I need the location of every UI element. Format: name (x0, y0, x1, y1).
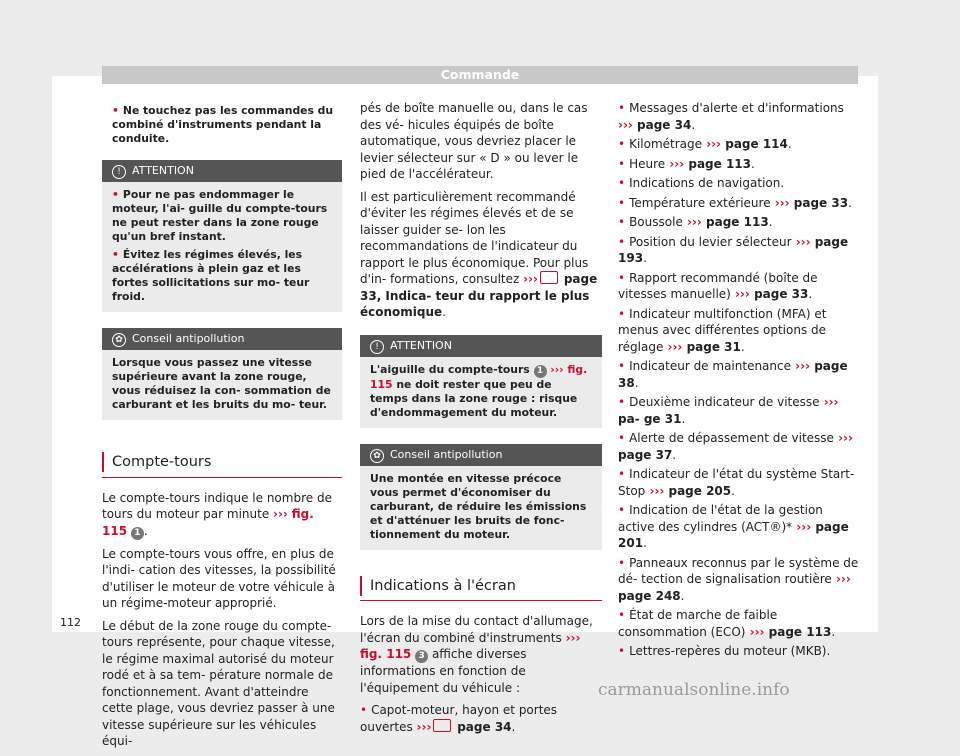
eco-body: Une montée en vitesse précoce vous permet d'économiser du carburant, de réduire les émissions et d'atténuer les bruits de fonc- tionnement du moteur. (370, 471, 587, 541)
info-icon: ! (112, 165, 126, 179)
list-item: • État de marche de faible consommation (ECO) ››› page 113. (618, 607, 860, 640)
list-item: • Température extérieure ››› page 33. (618, 195, 860, 212)
eco-box-2 (360, 444, 602, 550)
book-icon (540, 271, 558, 284)
list-item: • Indicateur de l'état du système Start-Stop ››› page 205. (618, 466, 860, 499)
paragraph: Lors de la mise du contact d'allumage, l'écran du combiné d'instruments ››› fig. 115 3 affiche diverses informations en fonction de l'équipement du véhicule : (360, 614, 593, 695)
callout-number: 3 (415, 650, 428, 663)
list-item: • Indication de l'état de la gestion active des cylindres (ACT®)* ››› page 201. (618, 502, 860, 552)
paragraph: pés de boîte manuelle ou, dans le cas des vé- hicules équipés de boîte automatique, vous devriez placer le levier sélecteur sur « D » ou lever le pied de l'accélérateur. (360, 101, 588, 181)
eco-header: ✿ Conseil antipollution (102, 328, 342, 350)
list-item: • Alerte de dépassement de vitesse ››› page 37. (618, 430, 860, 463)
paragraph: Le compte-tours indique le nombre de tours du moteur par minute ››› fig. 115 1 . (102, 490, 332, 538)
warning-note: • Ne touchez pas les commandes du combiné d'instruments pendant la conduite. (112, 104, 342, 146)
list-item: • Panneaux reconnus par le système de dé- tection de signalisation routière ››› page 248. (618, 555, 860, 605)
column-3 (618, 100, 860, 663)
list-item: • Indications de navigation. (618, 175, 860, 192)
attention-box (102, 160, 342, 312)
column-2 (360, 100, 602, 741)
attention-item: • Évitez les régimes élevés, les accélérations à plein gaz et les fortes sollicitations sur mo- teur froid. (112, 248, 332, 304)
info-icon: ! (370, 340, 384, 354)
eco-box (102, 328, 342, 420)
column-1 (102, 100, 342, 756)
leaf-icon: ✿ (112, 333, 126, 347)
list-item: • Position du levier sélecteur ››› page 193. (618, 234, 860, 267)
watermark: carmanualsonline.info (598, 680, 790, 700)
callout-number: 1 (131, 527, 144, 540)
attention-box-2 (360, 335, 602, 428)
callout-number: 1 (534, 365, 547, 378)
page-header: Commande (102, 66, 858, 84)
list-item: • Heure ››› page 113. (618, 156, 860, 173)
list-item: • Indicateur de maintenance ››› page 38. (618, 358, 860, 391)
list-item: • Deuxième indicateur de vitesse ››› pa- ge 31. (618, 394, 860, 427)
book-icon (433, 719, 451, 732)
attention-header: ! ATTENTION (360, 335, 602, 357)
attention-item: • Pour ne pas endommager le moteur, l'ai- guille du compte-tours ne peut rester dans la zone rouge qu'un bref instant. (112, 188, 332, 244)
list-item: • Capot-moteur, hayon et portes ouvertes ››› page 34. (360, 702, 602, 735)
paragraph: Le début de la zone rouge du compte-tours représente, pour chaque vitesse, le régime maximal autorisé du moteur rodé et à sa tem- pérature normale de fonctionnement. Avant d'atteindre cette plage, vous devriez passer à une vitesse supérieure sur les véhicules équi- (102, 618, 335, 748)
section-title: Compte-tours (102, 440, 342, 478)
eco-header: ✿ Conseil antipollution (360, 444, 602, 466)
list-item: • Lettres-repères du moteur (MKB). (618, 643, 860, 660)
paragraph: Le compte-tours vous offre, en plus de l'indi- cation des vitesses, la possibilité d'utiliser le moteur de votre véhicule à un régime-moteur approprié. (102, 546, 336, 610)
indications-list (618, 100, 860, 660)
leaf-icon: ✿ (370, 449, 384, 463)
attention-body: L'aiguille du compte-tours 1 ››› fig. 115 ne doit rester que peu de temps dans la zone rouge : risque d'endommagement du moteur. (370, 362, 588, 419)
list-item: • Rapport recommandé (boîte de vitesses manuelle) ››› page 33. (618, 270, 860, 303)
page-number: 112 (60, 616, 81, 629)
list-item: • Indicateur multifonction (MFA) et menus avec différentes options de réglage ››› page 31. (618, 306, 860, 356)
attention-header: ! ATTENTION (102, 160, 342, 182)
eco-body: Lorsque vous passez une vitesse supérieure avant la zone rouge, vous réduisez la con- sommation de carburant et les bruits du mo- teur. (112, 356, 331, 411)
list-item: • Kilométrage ››› page 114. (618, 136, 860, 153)
attention-body (102, 182, 342, 312)
paragraph: Il est particulièrement recommandé d'éviter les régimes élevés et de se laisser guider se- lon les recommandations de l'indicateur du rapport le plus économique. Pour plus d'in- formations, consultez ››› page 33, Indica- teur du rapport le plus économique. (360, 189, 598, 319)
section-title: Indications à l'écran (360, 564, 602, 602)
list-item: • Boussole ››› page 113. (618, 214, 860, 231)
list-item: • Messages d'alerte et d'informations ››› page 34. (618, 100, 860, 133)
